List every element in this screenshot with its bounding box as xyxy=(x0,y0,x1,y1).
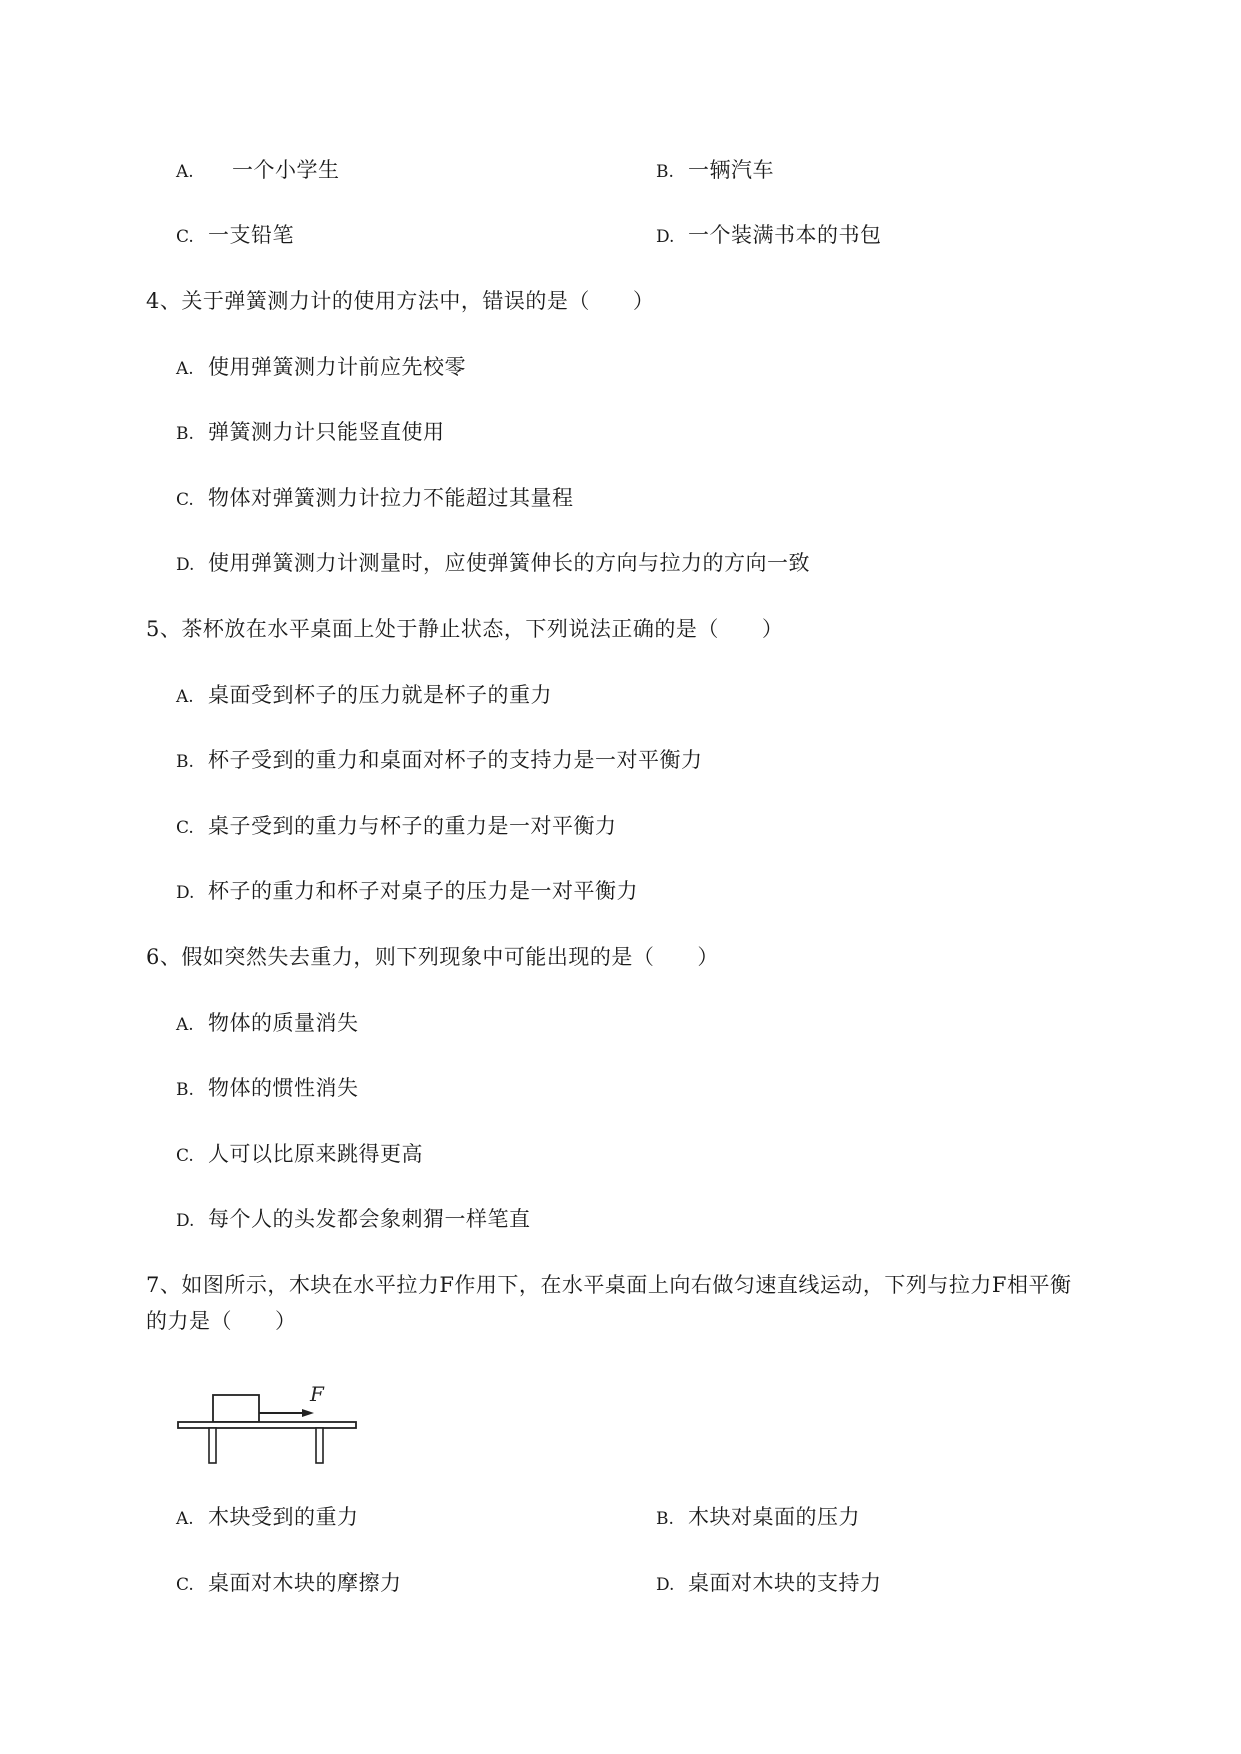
option-letter: A. xyxy=(176,162,194,182)
option-letter: D. xyxy=(176,1211,195,1231)
q6-option-a xyxy=(176,1008,359,1040)
option-letter: B. xyxy=(176,1080,194,1100)
q7-option-b xyxy=(656,1502,860,1534)
option-text: 一个装满书本的书包 xyxy=(688,223,882,247)
q6-option-c xyxy=(176,1139,423,1171)
q4-option-d xyxy=(176,548,810,580)
option-letter: B. xyxy=(176,752,194,772)
option-letter: C. xyxy=(176,1575,194,1595)
block-on-table-figure xyxy=(176,1385,360,1467)
option-letter: D. xyxy=(656,1575,675,1595)
option-letter: D. xyxy=(176,883,195,903)
q4-option-c xyxy=(176,483,574,515)
option-text: 桌子受到的重力与杯子的重力是一对平衡力 xyxy=(208,814,617,838)
force-label: F xyxy=(310,1385,324,1406)
option-text: 木块受到的重力 xyxy=(208,1505,359,1529)
q7-option-c xyxy=(176,1568,402,1600)
option-text: 每个人的头发都会象刺猬一样笔直 xyxy=(208,1207,531,1231)
q4-option-a xyxy=(176,352,466,384)
option-letter: B. xyxy=(656,162,674,182)
option-text: 物体的惯性消失 xyxy=(208,1076,359,1100)
option-letter: A. xyxy=(176,1509,194,1529)
q3-option-d xyxy=(656,220,882,252)
option-text: 桌面受到杯子的压力就是杯子的重力 xyxy=(208,683,552,707)
option-text: 人可以比原来跳得更高 xyxy=(208,1142,423,1166)
q3-option-b xyxy=(656,155,774,187)
option-text: 物体的质量消失 xyxy=(208,1011,359,1035)
q5-stem: 5、茶杯放在水平桌面上处于静止状态，下列说法正确的是（ ） xyxy=(146,617,784,641)
option-letter: C. xyxy=(176,490,194,510)
option-letter: A. xyxy=(176,687,194,707)
q4-option-b xyxy=(176,417,445,449)
q7-stem-line2: 的力是（ ） xyxy=(146,1309,297,1333)
option-text: 一支铅笔 xyxy=(208,223,294,247)
q6-option-b xyxy=(176,1073,359,1105)
option-text: 杯子的重力和杯子对桌子的压力是一对平衡力 xyxy=(208,879,638,903)
option-text: 杯子受到的重力和桌面对杯子的支持力是一对平衡力 xyxy=(208,748,703,772)
option-text: 弹簧测力计只能竖直使用 xyxy=(208,420,445,444)
q7-stem-line1: 7、如图所示，木块在水平拉力F作用下，在水平桌面上向右做匀速直线运动，下列与拉力F相平衡 xyxy=(146,1273,1072,1297)
option-text: 桌面对木块的支持力 xyxy=(688,1571,882,1595)
option-letter: C. xyxy=(176,227,194,247)
option-letter: A. xyxy=(176,1015,194,1035)
q4-stem: 4、关于弹簧测力计的使用方法中，错误的是（ ） xyxy=(146,289,655,313)
force-arrow-head xyxy=(302,1409,314,1417)
option-letter: B. xyxy=(176,424,194,444)
q5-option-d xyxy=(176,876,638,908)
option-text: 物体对弹簧测力计拉力不能超过其量程 xyxy=(208,486,574,510)
option-letter: A. xyxy=(176,359,194,379)
option-text: 木块对桌面的压力 xyxy=(688,1505,860,1529)
q6-stem: 6、假如突然失去重力，则下列现象中可能出现的是（ ） xyxy=(146,945,719,969)
option-text: 桌面对木块的摩擦力 xyxy=(208,1571,402,1595)
option-letter: B. xyxy=(656,1509,674,1529)
q3-option-c xyxy=(176,220,294,252)
q5-option-b xyxy=(176,745,703,777)
q7-option-d xyxy=(656,1568,882,1600)
option-text: 使用弹簧测力计前应先校零 xyxy=(208,355,466,379)
option-text: 一个小学生 xyxy=(232,158,340,182)
wooden-block xyxy=(213,1395,259,1422)
table-leg-right xyxy=(316,1428,323,1463)
option-letter: C. xyxy=(176,818,194,838)
q5-option-a xyxy=(176,680,552,712)
table-top xyxy=(178,1422,356,1428)
table-leg-left xyxy=(209,1428,216,1463)
option-text: 一辆汽车 xyxy=(688,158,774,182)
q7-option-a xyxy=(176,1502,359,1534)
option-letter: D. xyxy=(176,555,195,575)
q6-option-d xyxy=(176,1204,531,1236)
q3-option-a xyxy=(176,155,340,187)
option-letter: D. xyxy=(656,227,675,247)
q5-option-c xyxy=(176,811,617,843)
option-text: 使用弹簧测力计测量时，应使弹簧伸长的方向与拉力的方向一致 xyxy=(208,551,810,575)
option-letter: C. xyxy=(176,1146,194,1166)
